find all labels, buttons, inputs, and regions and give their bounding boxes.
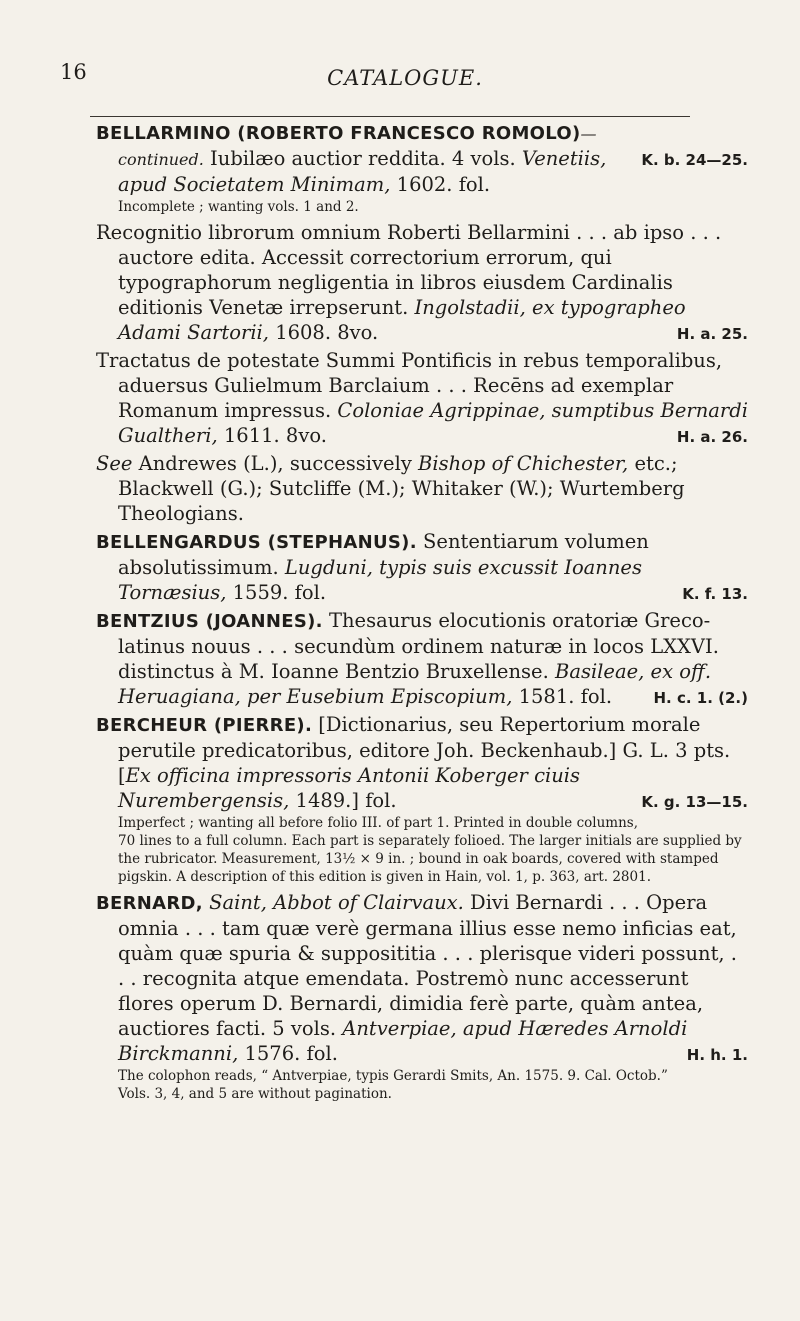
entry-text <box>96 220 748 345</box>
see-rest: etc.; Blackwell (G.); Sutcliffe (M.); Whitaker (W.); Wurtemberg Theologians. <box>118 452 685 525</box>
entry-heading: BENTZIUS (JOANNES). <box>96 611 323 632</box>
entry-date-format: 1602. fol. <box>390 173 491 196</box>
shelf-mark: H. c. 1. (2.) <box>653 689 748 707</box>
entry-text <box>96 451 748 526</box>
entry-text <box>96 608 748 709</box>
page-number: 16 <box>60 60 87 84</box>
entry-text <box>96 348 748 448</box>
entry-note: The colophon reads, “ Antverpiae, typis Gerardi Smits, An. 1575. 9. Cal. Octob.” Vols. 3, 4, and 5 are without pagination. <box>118 1068 668 1102</box>
entry-text <box>96 890 748 1066</box>
entry-imprint: Basileae, ex off. Heruagiana, per Eusebium Episcopium, <box>118 660 712 708</box>
catalogue-entry <box>96 220 748 345</box>
catalogue-entry <box>96 890 748 1103</box>
entry-note: Incomplete ; wanting vols. 1 and 2. <box>118 199 359 215</box>
entry-title: Recognitio librorum omnium Roberti Bellarmini . . . ab ipso . . . auctore edita. Accessit correctorium errorum, qui typographorum negligentia in libros eiusdem Cardinalis editionis Venetæ irrepserunt. <box>96 221 722 319</box>
entry-imprint: Ex officina impressoris Antonii Koberger ciuis Nurembergensis, <box>118 764 581 812</box>
shelf-mark: H. a. 25. <box>676 325 748 343</box>
catalogue-entry <box>96 712 748 886</box>
entry-heading: BELLARMINO (ROBERTO FRANCESCO ROMOLO) <box>96 123 581 144</box>
shelf-mark: K. f. 13. <box>682 585 748 603</box>
entry-date-format: 1608. 8vo. <box>269 321 379 344</box>
shelf-mark: H. h. 1. <box>686 1046 748 1064</box>
catalogue-entry <box>96 120 748 216</box>
see-title: Bishop of Chichester, <box>418 452 629 475</box>
see-text: Andrewes (L.), successively <box>132 452 419 475</box>
entry-imprint: Ingolstadii, ex typographeo Adami Sartorii, <box>118 296 686 344</box>
entry-text <box>96 529 748 605</box>
catalogue-entry <box>96 529 748 605</box>
see-reference <box>96 451 748 526</box>
header-rule <box>90 116 690 117</box>
catalogue-entry <box>96 348 748 448</box>
entry-heading-italic: Saint, Abbot of Clairvaux. <box>202 891 464 914</box>
entry-heading: BELLENGARDUS (STEPHANUS). <box>96 532 417 553</box>
shelf-mark: H. a. 26. <box>676 428 748 446</box>
entry-date-format: 1489.] fol. <box>289 789 397 812</box>
entry-date-format: 1581. fol. <box>512 685 613 708</box>
entry-note: Imperfect ; wanting all before folio III. of part 1. Printed in double columns, 70 lines to a full column. Each part is separately folioed. The larger initials are supplied by the rubricator. Measurement, 13½ × 9 in. ; bound in oak boards, covered with stamped pigskin. A description of this edition is given in Hain, vol. 1, p. 363, art. 2801. <box>118 815 742 885</box>
entry-title: Thesaurus elocutionis oratoriæ Greco-latinus nouus . . . secundùm ordinem naturæ in locos LXXVI. distinctus à M. Ioanne Bentzio Bruxellense. <box>118 609 719 683</box>
entry-imprint: Venetiis, apud Societatem Minimam, <box>118 147 607 196</box>
entry-title: [Dictionarius, seu Repertorium morale perutile predicatoribus, editore Joh. Beckenhaub.] G. L. 3 pts. [ <box>118 713 731 787</box>
entry-imprint: Antverpiae, apud Hæredes Arnoldi Birckmanni, <box>118 1017 688 1065</box>
entry-title: Iubilæo auctior reddita. 4 vols. <box>203 147 522 170</box>
running-title: CATALOGUE. <box>327 66 483 90</box>
see-label: See <box>96 452 133 475</box>
entry-imprint: Lugduni, typis suis excussit Ioannes Tornæsius, <box>118 556 642 604</box>
shelf-mark: K. g. 13—15. <box>641 793 748 811</box>
entry-date-format: 1559. fol. <box>226 581 327 604</box>
entry-text <box>96 712 748 813</box>
catalogue-entries <box>96 120 748 1107</box>
entry-date-format: 1611. 8vo. <box>217 424 327 447</box>
entry-heading: BERNARD, <box>96 893 203 914</box>
entry-title: Tractatus de potestate Summi Pontificis in rebus temporalibus, aduersus Gulielmum Barclaium . . . Recēns ad exemplar Romanum impressus. <box>96 349 723 422</box>
continued-label: —continued. <box>118 124 597 169</box>
entry-text <box>96 120 748 197</box>
catalogue-entry <box>96 608 748 709</box>
entry-date-format: 1576. fol. <box>238 1042 338 1065</box>
entry-imprint: Coloniae Agrippinae, sumptibus Bernardi Gualtheri, <box>118 399 748 447</box>
entry-title: Divi Bernardi . . . Opera omnia . . . tam quæ verè germana illius esse nemo inficias eat, quàm quæ spuria & supposititia . . . plerisque videri possunt, . . . recognita atque emendata. Postremò nunc accesserunt flores operum D. Bernardi, dimidia ferè parte, quàm antea, auctiores facti. 5 vols. <box>118 891 738 1040</box>
entry-title: Sententiarum volumen absolutissimum. <box>118 530 649 579</box>
shelf-mark: K. b. 24—25. <box>641 151 748 169</box>
entry-heading: BERCHEUR (PIERRE). <box>96 715 313 736</box>
page-header <box>60 60 750 100</box>
